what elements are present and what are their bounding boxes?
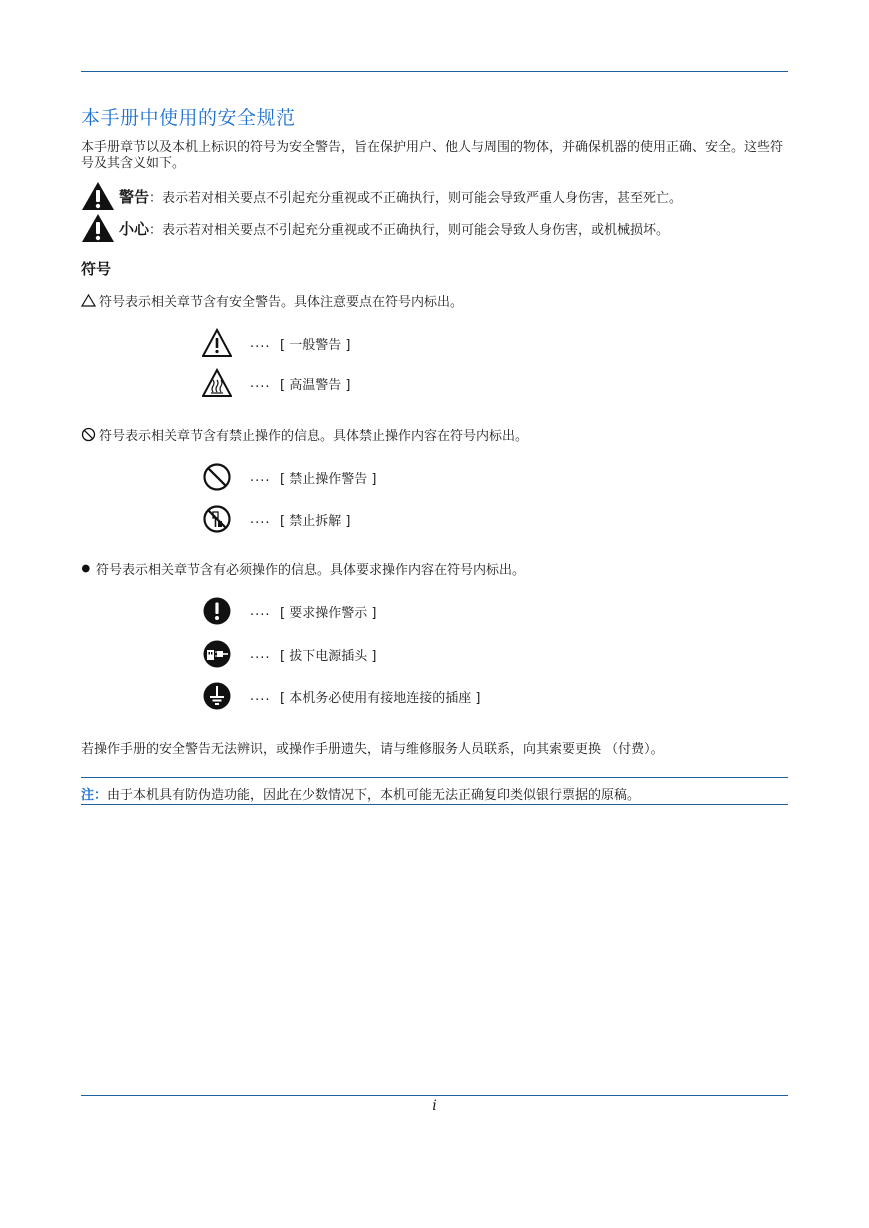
closing-paragraph: 若操作手册的安全警告无法辨识，或操作手册遗失，请与维修服务人员联系，向其索要更换 （付费）。 xyxy=(81,742,664,757)
leader-dots: .... xyxy=(250,603,271,619)
group-description: 符号表示相关章节含有安全警告。具体注意要点在符号内标出。 xyxy=(99,295,464,310)
symbol-label: [ 禁止操作警告 ] xyxy=(280,471,377,487)
note xyxy=(81,784,640,803)
page-title: 本手册中使用的安全规范 xyxy=(81,107,296,129)
symbol-label: [ 一般警告 ] xyxy=(280,337,351,353)
symbol-row xyxy=(202,681,480,711)
top-rule xyxy=(81,71,788,72)
group-description: 符号表示相关章节含有禁止操作的信息。具体禁止操作内容在符号内标出。 xyxy=(99,429,529,444)
required-action-icon xyxy=(202,596,232,626)
caution-definition xyxy=(81,213,669,243)
symbol-label: [ 本机务必使用有接地连接的插座 ] xyxy=(280,690,481,706)
symbol-label: [ 要求操作警示 ] xyxy=(280,605,377,621)
symbol-row xyxy=(202,328,350,358)
symbol-label: [ 禁止拆解 ] xyxy=(280,513,351,529)
leader-dots: .... xyxy=(250,375,271,391)
note-top-rule xyxy=(81,777,788,778)
symbol-group-prohibition xyxy=(81,425,528,444)
prohibited-action-icon xyxy=(202,462,232,492)
symbol-row xyxy=(202,596,376,626)
ground-connection-icon xyxy=(202,681,232,711)
triangle-outline-icon xyxy=(81,293,96,308)
symbol-row xyxy=(202,639,376,669)
footer-rule xyxy=(81,1095,788,1096)
warning-triangle-icon xyxy=(81,181,115,211)
caution-description: 表示若对相关要点不引起充分重视或不正确执行，则可能会导致人身伤害，或机械损坏。 xyxy=(162,222,670,238)
warning-keyword: 警告 xyxy=(119,187,150,206)
general-warning-icon xyxy=(202,328,232,358)
section-title: 符号 xyxy=(81,260,112,278)
leader-dots: .... xyxy=(250,335,271,351)
caution-keyword: 小心 xyxy=(119,219,150,238)
warning-definition xyxy=(81,181,682,211)
high-temperature-icon xyxy=(202,368,232,398)
note-label: 注： xyxy=(81,788,108,803)
intro-paragraph: 本手册章节以及本机上标识的符号为安全警告，旨在保护用户、他人与周围的物体，并确保机器的使用正确、安全。这些符号及其含义如下。 xyxy=(81,140,784,171)
symbol-label: [ 拔下电源插头 ] xyxy=(280,648,377,664)
note-bottom-rule xyxy=(81,804,788,805)
caution-separator: ： xyxy=(149,222,163,238)
leader-dots: .... xyxy=(250,688,271,704)
note-text: 由于本机具有防伪造功能，因此在少数情况下，本机可能无法正确复印类似银行票据的原稿。 xyxy=(107,788,641,803)
filled-circle-icon xyxy=(81,561,93,576)
unplug-icon xyxy=(202,639,232,669)
symbol-row xyxy=(202,462,376,492)
group-description: 符号表示相关章节含有必须操作的信息。具体要求操作内容在符号内标出。 xyxy=(96,563,526,578)
symbol-row xyxy=(202,504,350,534)
prohibition-circle-icon xyxy=(81,427,96,442)
page-number: i xyxy=(432,1098,437,1114)
symbol-label: [ 高温警告 ] xyxy=(280,377,351,393)
symbol-row xyxy=(202,368,350,398)
symbol-group-warning xyxy=(81,291,463,310)
symbol-group-mandatory xyxy=(81,559,525,578)
no-disassembly-icon xyxy=(202,504,232,534)
warning-description: 表示若对相关要点不引起充分重视或不正确执行，则可能会导致严重人身伤害，甚至死亡。 xyxy=(162,190,683,206)
leader-dots: .... xyxy=(250,469,271,485)
leader-dots: .... xyxy=(250,511,271,527)
leader-dots: .... xyxy=(250,646,271,662)
warning-separator: ： xyxy=(149,190,163,206)
caution-triangle-icon xyxy=(81,213,115,243)
